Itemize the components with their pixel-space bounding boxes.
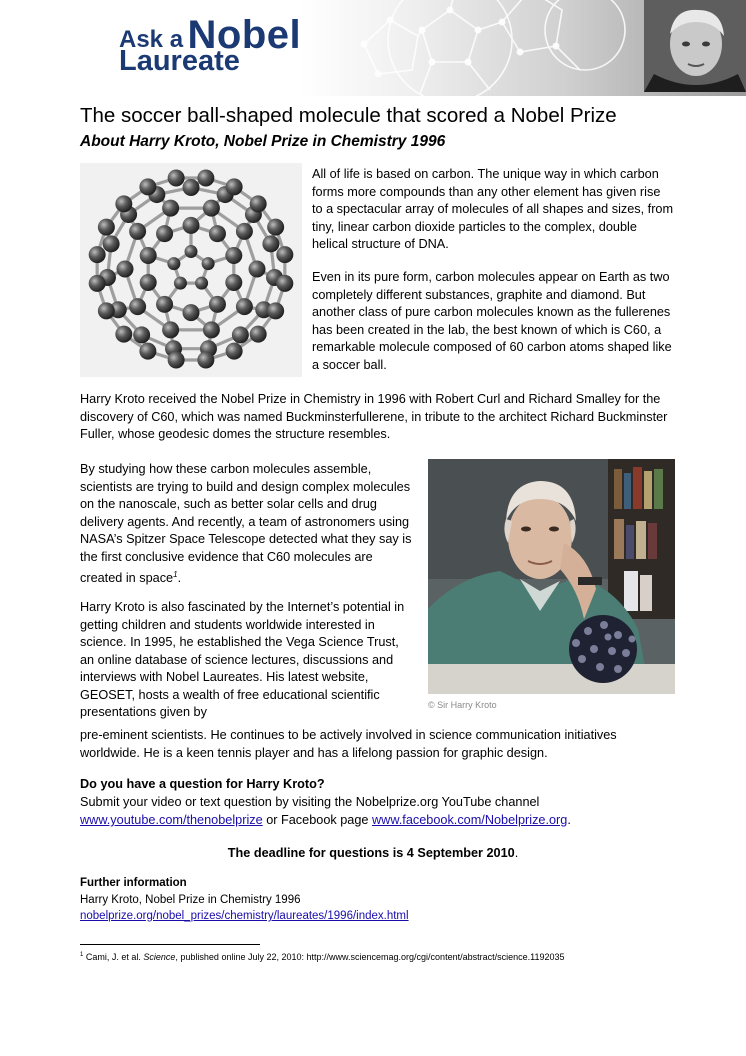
c60-atom xyxy=(226,343,243,360)
c60-atom xyxy=(183,179,200,196)
page-subtitle: About Harry Kroto, Nobel Prize in Chemistry 1996 xyxy=(80,133,446,150)
further-information xyxy=(80,875,409,925)
paragraph-carbon-intro: All of life is based on carbon. The unique way in which carbon forms more compounds than any other element has given rise to a spectacular array of molecules of all shapes and sizes, from tiny, linear carbon dioxide particles to the complex, double helical structure of DNA. xyxy=(312,167,674,251)
c60-atom xyxy=(195,277,208,290)
c60-atom xyxy=(249,261,266,278)
c60-atom xyxy=(183,217,200,234)
c60-atom xyxy=(129,298,146,315)
c60-atom xyxy=(236,223,253,240)
footnote-after: , published online July 22, 2010: http://www.sciencemag.org/cgi/content/abstract/science.1192035 xyxy=(175,952,565,962)
c60-atom xyxy=(209,225,226,242)
c60-atom xyxy=(98,302,115,319)
portrait-thumbnail xyxy=(644,0,746,92)
laureate-page-link[interactable]: nobelprize.org/nobel_prizes/chemistry/laureates/1996/index.html xyxy=(80,910,409,922)
c60-atom xyxy=(139,178,156,195)
c60-atom xyxy=(203,200,220,217)
c60-atom xyxy=(103,235,120,252)
footnote-divider xyxy=(80,944,260,945)
c60-atom xyxy=(276,275,293,292)
footnote-number: 1 xyxy=(80,952,84,958)
logo-ask-a: Ask a xyxy=(119,26,184,53)
c60-atom xyxy=(225,274,242,291)
c60-atom xyxy=(232,326,249,343)
or-facebook-text: or Facebook page xyxy=(262,813,372,827)
c60-atom xyxy=(267,219,284,236)
c60-atom xyxy=(129,223,146,240)
question-links: www.youtube.com/thenobelprize or Facebook page www.facebook.com/Nobelprize.org. xyxy=(80,813,571,827)
c60-atom xyxy=(133,326,150,343)
further-heading: Further information xyxy=(80,877,187,889)
c60-atom xyxy=(89,246,106,263)
c60-atom xyxy=(115,326,132,343)
c60-atom xyxy=(156,296,173,313)
photo-credit: © Sir Harry Kroto xyxy=(428,700,497,710)
question-instructions: Submit your video or text question by visiting the Nobelprize.org YouTube channel xyxy=(80,795,540,809)
c60-atom xyxy=(267,302,284,319)
c60-atom xyxy=(250,326,267,343)
c60-atom xyxy=(174,277,187,290)
c60-atom xyxy=(202,257,215,270)
page-title: The soccer ball-shaped molecule that scored a Nobel Prize xyxy=(80,104,617,127)
c60-atom xyxy=(197,352,214,369)
c60-molecule-graphic xyxy=(80,163,302,377)
c60-atom xyxy=(236,298,253,315)
c60-atom xyxy=(225,247,242,264)
c60-atom xyxy=(276,246,293,263)
c60-atom xyxy=(185,245,198,258)
c60-atom xyxy=(162,200,179,217)
c60-atom xyxy=(140,247,157,264)
paragraph-nanoscale: By studying how these carbon molecules assemble, scientists are trying to build and design complex molecules on the nanoscale, such as better solar cells and drug delivery agents. And recently, a team of astronomers using NASA’s Spitzer Space Telescope detected what they say is the first conclusive evidence that C60 molecules are created in space$^1$. xyxy=(80,462,412,586)
c60-atom xyxy=(167,257,180,270)
further-line: Harry Kroto, Nobel Prize in Chemistry 1996 xyxy=(80,893,301,906)
footnote-journal: Science xyxy=(143,952,176,962)
paragraph-nobel-prize: Harry Kroto received the Nobel Prize in Chemistry in 1996 with Robert Curl and Richard Smalley for the discovery of C60, which was named Buckminsterfullerene, in tribute to the architect Richard Buckminster Fuller, whose geodesic domes the structure resembles. xyxy=(80,392,668,441)
paragraph-internet-a: Harry Kroto is also fascinated by the Internet’s potential in getting children and students worldwide interested in science. In 1995, he established the Vega Science Trust, an online database of science lectures, discussions and interviews with Nobel Laureates. His latest website, GEOSET, hosts a wealth of free educational scientific presentations given by xyxy=(80,600,405,719)
c60-atom xyxy=(140,274,157,291)
c60-atom xyxy=(262,235,279,252)
harry-kroto-photo xyxy=(428,459,675,694)
c60-atom xyxy=(156,225,173,242)
banner-molecule-graphic xyxy=(330,0,650,96)
deadline-text: The deadline for questions is 4 September 2010 xyxy=(227,846,515,860)
c60-atom xyxy=(98,219,115,236)
deadline-line: The deadline for questions is 4 September 2010. xyxy=(227,846,519,860)
c60-atom xyxy=(183,304,200,321)
c60-atom xyxy=(168,169,185,186)
paragraph-nanoscale-text: By studying how these carbon molecules assemble, scientists are trying to build and design complex molecules on the nanoscale, such as better solar cells and drug delivery agents. And recently, a team of astronomers using NASA’s Spitzer Space Telescope detected what they say is the first conclusive evidence that C60 molecules are created in space xyxy=(80,462,412,586)
c60-atom xyxy=(89,275,106,292)
footnote-before: Cami, J. et al. xyxy=(83,952,144,962)
c60-atom xyxy=(139,343,156,360)
footnote-ref[interactable]: 1 xyxy=(173,570,178,579)
c60-atom xyxy=(162,321,179,338)
c60-atom xyxy=(117,261,134,278)
c60-atom xyxy=(115,195,132,212)
c60-atom xyxy=(168,352,185,369)
c60-atom xyxy=(250,195,267,212)
paragraph-fullerenes: Even in its pure form, carbon molecules appear on Earth as two completely different substances, graphite and diamond. But another class of pure carbon molecules known as the fullerenes has been created in the lab, the best known of which is C60, a remarkable molecule composed of 60 carbon atoms shaped like a soccer ball. xyxy=(312,270,672,372)
c60-molecule-image xyxy=(80,163,302,377)
footnote xyxy=(80,952,564,962)
paragraph-internet-b: pre-eminent scientists. He continues to be actively involved in science communication initiatives worldwide. He is a keen tennis player and has a lifelong passion for graphic design. xyxy=(80,728,617,760)
c60-atom xyxy=(197,169,214,186)
facebook-link[interactable]: www.facebook.com/Nobelprize.org xyxy=(372,813,568,827)
logo-laureate: Laureate xyxy=(119,45,240,77)
header-banner xyxy=(0,0,746,96)
c60-atom xyxy=(203,321,220,338)
youtube-link[interactable]: www.youtube.com/thenobelprize xyxy=(80,813,263,827)
logo-nobel: Nobel xyxy=(187,13,302,57)
c60-atom xyxy=(226,178,243,195)
question-heading: Do you have a question for Harry Kroto? xyxy=(80,777,325,791)
c60-atom xyxy=(209,296,226,313)
